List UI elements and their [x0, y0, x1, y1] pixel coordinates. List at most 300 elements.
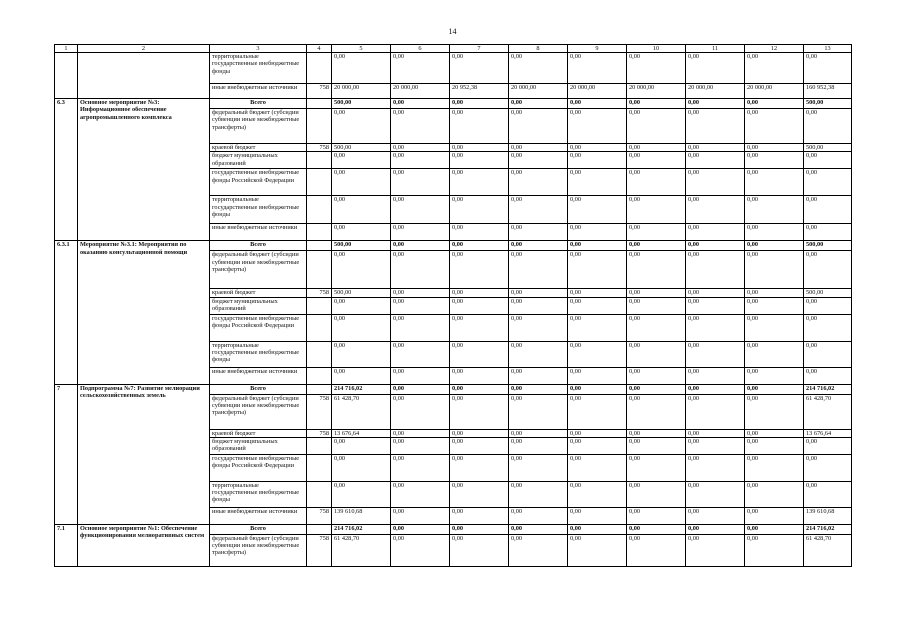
table-body	[55, 45, 852, 567]
year-value: 0,00	[391, 524, 450, 534]
total-value: 0,00	[804, 109, 852, 144]
year-value: 0,00	[450, 534, 509, 566]
year-value: 0,00	[568, 152, 627, 169]
year-value: 20 000,00	[686, 84, 745, 99]
year-value: 0,00	[332, 152, 391, 169]
year-value: 0,00	[745, 534, 804, 566]
col-header: 2	[78, 45, 210, 53]
year-value: 0,00	[509, 251, 568, 289]
year-value: 0,00	[745, 454, 804, 481]
year-value: 0,00	[627, 507, 686, 524]
year-value: 0,00	[509, 524, 568, 534]
item-number: 6.3	[55, 99, 78, 241]
funding-source: Всего	[210, 524, 307, 534]
year-value: 0,00	[686, 454, 745, 481]
year-value: 0,00	[450, 384, 509, 394]
year-value: 0,00	[686, 251, 745, 289]
funding-source: краевой бюджет	[210, 144, 307, 152]
year-value: 0,00	[332, 367, 391, 384]
year-value: 0,00	[391, 429, 450, 437]
year-value: 0,00	[509, 289, 568, 297]
year-value: 0,00	[509, 152, 568, 169]
total-value: 500,00	[804, 99, 852, 109]
year-value: 0,00	[627, 534, 686, 566]
year-value: 13 676,64	[332, 429, 391, 437]
year-value: 0,00	[627, 169, 686, 196]
total-value: 0,00	[804, 297, 852, 314]
year-value: 0,00	[332, 341, 391, 367]
year-value: 0,00	[509, 507, 568, 524]
year-value: 0,00	[568, 341, 627, 367]
year-value: 0,00	[627, 109, 686, 144]
budget-code	[307, 367, 332, 384]
year-value: 0,00	[391, 507, 450, 524]
col-header: 11	[686, 45, 745, 53]
funding-source: Всего	[210, 99, 307, 109]
year-value: 0,00	[391, 341, 450, 367]
year-value: 0,00	[568, 53, 627, 84]
year-value: 0,00	[509, 429, 568, 437]
year-value: 20 000,00	[745, 84, 804, 99]
year-value: 500,00	[332, 289, 391, 297]
year-value: 20 000,00	[509, 84, 568, 99]
year-value: 0,00	[391, 109, 450, 144]
year-value: 0,00	[509, 241, 568, 251]
budget-code: 758	[307, 84, 332, 99]
year-value: 0,00	[627, 53, 686, 84]
year-value: 0,00	[745, 314, 804, 341]
total-value: 0,00	[804, 53, 852, 84]
year-value: 214 716,02	[332, 384, 391, 394]
funding-source: территориальные государственные внебюджетные фонды	[210, 341, 307, 367]
year-value: 0,00	[686, 152, 745, 169]
year-value: 0,00	[686, 224, 745, 241]
col-header: 9	[568, 45, 627, 53]
year-value: 0,00	[450, 367, 509, 384]
budget-code	[307, 99, 332, 109]
funding-source: иные внебюджетные источники	[210, 224, 307, 241]
total-value: 500,00	[804, 144, 852, 152]
budget-code: 758	[307, 289, 332, 297]
budget-code	[307, 53, 332, 84]
col-header: 7	[450, 45, 509, 53]
year-value: 0,00	[627, 196, 686, 224]
year-value: 0,00	[745, 507, 804, 524]
year-value: 500,00	[332, 144, 391, 152]
year-value: 0,00	[627, 251, 686, 289]
year-value: 0,00	[745, 53, 804, 84]
year-value: 0,00	[332, 297, 391, 314]
year-value: 0,00	[568, 394, 627, 429]
year-value: 0,00	[391, 367, 450, 384]
year-value: 0,00	[745, 251, 804, 289]
year-value: 0,00	[450, 241, 509, 251]
year-value: 0,00	[391, 534, 450, 566]
year-value: 0,00	[332, 109, 391, 144]
total-value: 214 716,02	[804, 384, 852, 394]
year-value: 20 952,38	[450, 84, 509, 99]
year-value: 0,00	[568, 454, 627, 481]
budget-code	[307, 152, 332, 169]
total-value: 0,00	[804, 224, 852, 241]
year-value: 0,00	[568, 241, 627, 251]
year-value: 0,00	[450, 297, 509, 314]
item-number: 7	[55, 384, 78, 524]
col-header: 3	[210, 45, 307, 53]
year-value: 500,00	[332, 241, 391, 251]
column-number-row	[55, 45, 852, 53]
year-value: 0,00	[568, 429, 627, 437]
year-value: 61 428,70	[332, 394, 391, 429]
page-number: 14	[448, 27, 457, 36]
budget-code	[307, 524, 332, 534]
year-value: 0,00	[745, 144, 804, 152]
year-value: 0,00	[686, 507, 745, 524]
total-value: 13 676,64	[804, 429, 852, 437]
year-value: 0,00	[509, 534, 568, 566]
col-header: 4	[307, 45, 332, 53]
year-value: 0,00	[568, 297, 627, 314]
budget-code	[307, 224, 332, 241]
year-value: 20 000,00	[568, 84, 627, 99]
funding-source: бюджет муниципальных образований	[210, 297, 307, 314]
funding-source: бюджет муниципальных образований	[210, 437, 307, 454]
year-value: 0,00	[627, 241, 686, 251]
year-value: 0,00	[450, 224, 509, 241]
total-value: 160 952,38	[804, 84, 852, 99]
total-value: 0,00	[804, 481, 852, 507]
funding-source: государственные внебюджетные фонды Российской Федерации	[210, 314, 307, 341]
budget-code	[307, 297, 332, 314]
year-value: 0,00	[745, 297, 804, 314]
year-value: 0,00	[391, 144, 450, 152]
total-value: 139 610,68	[804, 507, 852, 524]
funding-source: территориальные государственные внебюджетные фонды	[210, 481, 307, 507]
year-value: 0,00	[509, 384, 568, 394]
year-value: 0,00	[686, 289, 745, 297]
table-row-total	[55, 524, 852, 534]
year-value: 0,00	[509, 394, 568, 429]
funding-table	[54, 44, 852, 567]
funding-source: бюджет муниципальных образований	[210, 152, 307, 169]
budget-code: 758	[307, 144, 332, 152]
funding-source: территориальные государственные внебюджетные фонды	[210, 53, 307, 84]
year-value: 0,00	[332, 454, 391, 481]
year-value: 0,00	[509, 367, 568, 384]
year-value: 0,00	[391, 224, 450, 241]
year-value: 0,00	[450, 437, 509, 454]
year-value: 139 610,68	[332, 507, 391, 524]
year-value: 0,00	[509, 109, 568, 144]
year-value: 0,00	[391, 99, 450, 109]
total-value: 61 428,70	[804, 394, 852, 429]
year-value: 0,00	[332, 481, 391, 507]
item-number	[55, 53, 78, 99]
year-value: 0,00	[450, 481, 509, 507]
year-value: 0,00	[391, 196, 450, 224]
year-value: 0,00	[391, 297, 450, 314]
year-value: 0,00	[568, 534, 627, 566]
year-value: 20 000,00	[627, 84, 686, 99]
col-header: 8	[509, 45, 568, 53]
year-value: 0,00	[391, 241, 450, 251]
year-value: 0,00	[745, 224, 804, 241]
year-value: 0,00	[568, 196, 627, 224]
year-value: 0,00	[568, 384, 627, 394]
year-value: 0,00	[450, 394, 509, 429]
year-value: 0,00	[509, 224, 568, 241]
year-value: 0,00	[332, 53, 391, 84]
table-row	[55, 53, 852, 84]
total-value: 0,00	[804, 196, 852, 224]
year-value: 0,00	[627, 454, 686, 481]
year-value: 0,00	[627, 224, 686, 241]
funding-source: иные внебюджетные источники	[210, 367, 307, 384]
year-value: 0,00	[745, 367, 804, 384]
year-value: 0,00	[686, 297, 745, 314]
year-value: 0,00	[450, 429, 509, 437]
year-value: 0,00	[450, 169, 509, 196]
item-name: Основное мероприятие №1: Обеспечение функционирования мелиоративных систем	[78, 524, 210, 566]
year-value: 0,00	[568, 481, 627, 507]
total-value: 0,00	[804, 169, 852, 196]
col-header: 6	[391, 45, 450, 53]
year-value: 0,00	[391, 454, 450, 481]
year-value: 0,00	[450, 99, 509, 109]
col-header: 10	[627, 45, 686, 53]
budget-code	[307, 314, 332, 341]
budget-code: 758	[307, 394, 332, 429]
item-name: Подпрограмма №7: Развитие мелиорации сельскохозяйственных земель	[78, 384, 210, 524]
year-value: 0,00	[568, 507, 627, 524]
year-value: 0,00	[627, 289, 686, 297]
year-value: 0,00	[686, 109, 745, 144]
year-value: 0,00	[745, 481, 804, 507]
budget-code	[307, 241, 332, 251]
year-value: 0,00	[686, 534, 745, 566]
year-value: 0,00	[509, 454, 568, 481]
table-row-total	[55, 241, 852, 251]
year-value: 0,00	[509, 99, 568, 109]
funding-source: государственные внебюджетные фонды Российской Федерации	[210, 169, 307, 196]
year-value: 0,00	[391, 251, 450, 289]
total-value: 0,00	[804, 314, 852, 341]
col-header: 13	[804, 45, 852, 53]
year-value: 0,00	[745, 169, 804, 196]
year-value: 0,00	[391, 394, 450, 429]
year-value: 0,00	[391, 169, 450, 196]
year-value: 0,00	[686, 437, 745, 454]
year-value: 0,00	[450, 251, 509, 289]
year-value: 0,00	[686, 481, 745, 507]
budget-code	[307, 169, 332, 196]
budget-code	[307, 437, 332, 454]
year-value: 0,00	[627, 437, 686, 454]
budget-code	[307, 481, 332, 507]
year-value: 0,00	[391, 384, 450, 394]
year-value: 0,00	[627, 99, 686, 109]
item-name: Мероприятие №3.1: Мероприятия по оказанию консультационной помощи	[78, 241, 210, 384]
budget-code	[307, 251, 332, 289]
year-value: 0,00	[391, 437, 450, 454]
year-value: 0,00	[568, 289, 627, 297]
year-value: 0,00	[686, 196, 745, 224]
total-value: 0,00	[804, 454, 852, 481]
funding-source: иные внебюджетные источники	[210, 84, 307, 99]
year-value: 0,00	[450, 289, 509, 297]
year-value: 0,00	[745, 241, 804, 251]
year-value: 0,00	[391, 152, 450, 169]
year-value: 0,00	[627, 384, 686, 394]
year-value: 0,00	[568, 314, 627, 341]
year-value: 0,00	[568, 224, 627, 241]
year-value: 0,00	[568, 524, 627, 534]
year-value: 0,00	[568, 169, 627, 196]
year-value: 0,00	[568, 367, 627, 384]
total-value: 214 716,02	[804, 524, 852, 534]
year-value: 0,00	[686, 53, 745, 84]
total-value: 61 428,70	[804, 534, 852, 566]
funding-source: Всего	[210, 241, 307, 251]
funding-source: иные внебюджетные источники	[210, 507, 307, 524]
total-value: 0,00	[804, 152, 852, 169]
total-value: 0,00	[804, 367, 852, 384]
year-value: 0,00	[627, 314, 686, 341]
year-value: 0,00	[509, 314, 568, 341]
year-value: 0,00	[509, 437, 568, 454]
year-value: 0,00	[627, 481, 686, 507]
year-value: 214 716,02	[332, 524, 391, 534]
year-value: 0,00	[450, 109, 509, 144]
year-value: 0,00	[450, 341, 509, 367]
year-value: 0,00	[391, 289, 450, 297]
year-value: 0,00	[627, 341, 686, 367]
year-value: 0,00	[568, 251, 627, 289]
year-value: 0,00	[509, 341, 568, 367]
year-value: 0,00	[391, 481, 450, 507]
year-value: 20 000,00	[332, 84, 391, 99]
year-value: 0,00	[627, 144, 686, 152]
funding-source: федеральный бюджет (субсидии субвенции иные межбюджетные трансферты)	[210, 394, 307, 429]
year-value: 0,00	[686, 314, 745, 341]
col-header: 1	[55, 45, 78, 53]
year-value: 0,00	[332, 251, 391, 289]
year-value: 0,00	[509, 169, 568, 196]
year-value: 0,00	[745, 289, 804, 297]
year-value: 0,00	[745, 394, 804, 429]
year-value: 0,00	[627, 152, 686, 169]
budget-code	[307, 454, 332, 481]
year-value: 61 428,70	[332, 534, 391, 566]
year-value: 0,00	[450, 314, 509, 341]
year-value: 0,00	[450, 53, 509, 84]
item-name	[78, 53, 210, 99]
budget-code: 758	[307, 429, 332, 437]
year-value: 0,00	[745, 109, 804, 144]
year-value: 0,00	[686, 169, 745, 196]
item-number: 7.1	[55, 524, 78, 566]
total-value: 500,00	[804, 241, 852, 251]
year-value: 500,00	[332, 99, 391, 109]
year-value: 0,00	[745, 152, 804, 169]
year-value: 0,00	[509, 297, 568, 314]
year-value: 20 000,00	[391, 84, 450, 99]
funding-source: Всего	[210, 384, 307, 394]
year-value: 0,00	[745, 524, 804, 534]
year-value: 0,00	[686, 367, 745, 384]
total-value: 0,00	[804, 437, 852, 454]
year-value: 0,00	[686, 241, 745, 251]
budget-code	[307, 341, 332, 367]
year-value: 0,00	[332, 314, 391, 341]
total-value: 0,00	[804, 251, 852, 289]
year-value: 0,00	[391, 53, 450, 84]
year-value: 0,00	[686, 99, 745, 109]
item-number: 6.3.1	[55, 241, 78, 384]
year-value: 0,00	[745, 99, 804, 109]
col-header: 12	[745, 45, 804, 53]
year-value: 0,00	[509, 481, 568, 507]
year-value: 0,00	[332, 224, 391, 241]
budget-code	[307, 384, 332, 394]
funding-source: федеральный бюджет (субсидии субвенции иные межбюджетные трансферты)	[210, 534, 307, 566]
year-value: 0,00	[686, 429, 745, 437]
year-value: 0,00	[745, 384, 804, 394]
year-value: 0,00	[686, 524, 745, 534]
budget-code: 758	[307, 507, 332, 524]
col-header: 5	[332, 45, 391, 53]
funding-source: краевой бюджет	[210, 289, 307, 297]
year-value: 0,00	[568, 99, 627, 109]
budget-code	[307, 109, 332, 144]
funding-source: территориальные государственные внебюджетные фонды	[210, 196, 307, 224]
year-value: 0,00	[332, 169, 391, 196]
budget-code: 758	[307, 534, 332, 566]
year-value: 0,00	[686, 394, 745, 429]
year-value: 0,00	[450, 454, 509, 481]
total-value: 0,00	[804, 341, 852, 367]
year-value: 0,00	[745, 196, 804, 224]
funding-source: государственные внебюджетные фонды Российской Федерации	[210, 454, 307, 481]
year-value: 0,00	[450, 507, 509, 524]
year-value: 0,00	[568, 109, 627, 144]
year-value: 0,00	[686, 144, 745, 152]
year-value: 0,00	[332, 196, 391, 224]
year-value: 0,00	[450, 196, 509, 224]
year-value: 0,00	[509, 196, 568, 224]
year-value: 0,00	[627, 394, 686, 429]
year-value: 0,00	[745, 437, 804, 454]
year-value: 0,00	[450, 524, 509, 534]
funding-source: краевой бюджет	[210, 429, 307, 437]
year-value: 0,00	[568, 144, 627, 152]
item-name: Основное мероприятие №3: Информационное обеспечение агропромышленного комплекса	[78, 99, 210, 241]
funding-source: федеральный бюджет (субсидии субвенции иные межбюджетные трансферты)	[210, 109, 307, 144]
year-value: 0,00	[391, 314, 450, 341]
year-value: 0,00	[745, 341, 804, 367]
year-value: 0,00	[509, 144, 568, 152]
year-value: 0,00	[686, 341, 745, 367]
year-value: 0,00	[509, 53, 568, 84]
year-value: 0,00	[450, 144, 509, 152]
year-value: 0,00	[332, 437, 391, 454]
year-value: 0,00	[568, 437, 627, 454]
year-value: 0,00	[627, 429, 686, 437]
table-row-total	[55, 384, 852, 394]
year-value: 0,00	[627, 524, 686, 534]
year-value: 0,00	[686, 384, 745, 394]
year-value: 0,00	[627, 367, 686, 384]
